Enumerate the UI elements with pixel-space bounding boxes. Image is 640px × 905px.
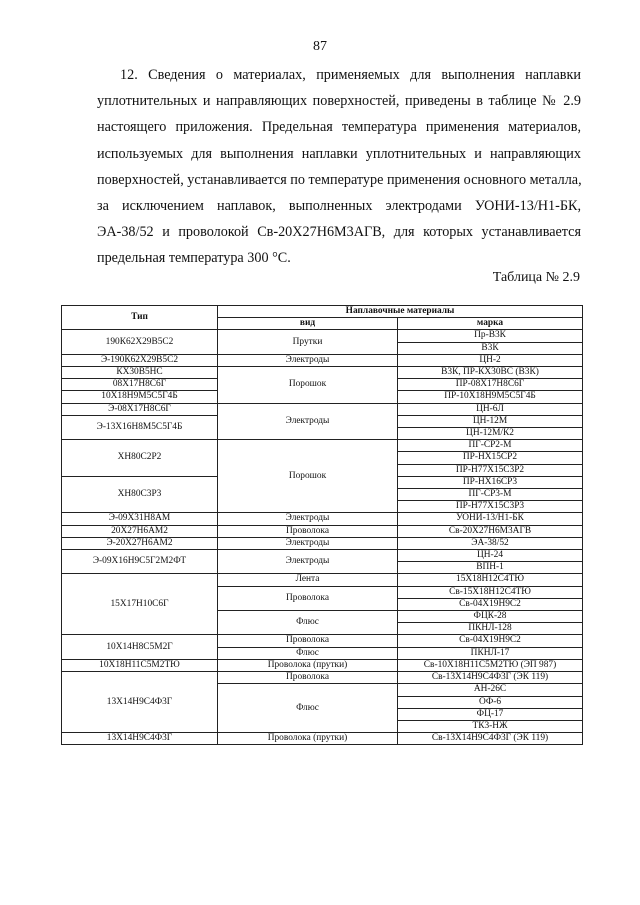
mark-cell: АН-26С — [398, 684, 583, 696]
page-number: 87 — [313, 39, 327, 54]
kind-cell: Флюс — [218, 684, 398, 733]
kind-cell: Лента — [218, 574, 398, 586]
mark-cell: ЦН-12М/К2 — [398, 428, 583, 440]
mark-cell: Св-20Х27Н6М3АГВ — [398, 525, 583, 537]
mark-cell: ТК3-НЖ — [398, 720, 583, 732]
mark-cell: ПГ-СР2-М — [398, 440, 583, 452]
mark-cell: ЦН-6Л — [398, 403, 583, 415]
type-cell: 15Х17Н10С6Г — [62, 574, 218, 635]
kind-cell: Прутки — [218, 330, 398, 354]
mark-cell: ЦН-24 — [398, 550, 583, 562]
kind-cell: Электроды — [218, 537, 398, 549]
mark-cell: ФЦ-17 — [398, 708, 583, 720]
type-cell: ХН80С2Р2 — [62, 440, 218, 477]
kind-cell: Порошок — [218, 440, 398, 513]
paragraph-line: ЭА-38/52 и проволокой Св-20Х27Н6М3АГВ, для которых устанавливается — [97, 224, 581, 241]
materials-table — [61, 305, 583, 745]
type-cell: 10Х14Н8С5М2Г — [62, 635, 218, 659]
kind-cell: Флюс — [218, 611, 398, 635]
type-cell: ХН80С3Р3 — [62, 476, 218, 513]
mark-cell: ЦН-12М — [398, 415, 583, 427]
mark-cell: ПКНЛ-128 — [398, 623, 583, 635]
type-cell: 190К62Х29В5С2 — [62, 330, 218, 354]
table-row — [62, 659, 583, 671]
type-cell: Э-20Х27Н6АМ2 — [62, 537, 218, 549]
table-row — [62, 672, 583, 684]
type-cell: 20Х27Н6АМ2 — [62, 525, 218, 537]
mark-cell: Св-10Х18Н11С5М2ТЮ (ЭП 987) — [398, 659, 583, 671]
paragraph-line: настоящего приложения. Предельная температура применения материалов, — [97, 119, 581, 136]
kind-cell: Проволока — [218, 672, 398, 684]
type-cell: Э-09Х16Н9С5Г2М2ФТ — [62, 550, 218, 574]
type-cell: Э-13Х16Н8М5С5Г4Б — [62, 415, 218, 439]
table-row — [62, 330, 583, 342]
table-row — [62, 513, 583, 525]
mark-cell: ЦН-2 — [398, 354, 583, 366]
mark-cell: Пр-В3К — [398, 330, 583, 342]
table-row — [62, 525, 583, 537]
kind-cell: Электроды — [218, 513, 398, 525]
table-row — [62, 635, 583, 647]
type-cell: Э-09Х31Н8АМ — [62, 513, 218, 525]
header-mark: марка — [398, 318, 583, 330]
kind-cell: Электроды — [218, 403, 398, 440]
mark-cell: Св-04Х19Н9С2 — [398, 598, 583, 610]
type-cell: 13Х14Н9С4Ф3Г — [62, 733, 218, 745]
body-paragraph — [97, 62, 581, 272]
mark-cell: Св-13Х14Н9С4Ф3Г (ЭК 119) — [398, 672, 583, 684]
mark-cell: ВПН-1 — [398, 562, 583, 574]
type-cell: 08Х17Н8С6Г — [62, 379, 218, 391]
mark-cell: В3К — [398, 342, 583, 354]
mark-cell: В3К, ПР-КХ30ВС (В3К) — [398, 367, 583, 379]
kind-cell: Проволока (прутки) — [218, 733, 398, 745]
type-cell: Э-08Х17Н8С6Г — [62, 403, 218, 415]
kind-cell: Проволока — [218, 635, 398, 647]
mark-cell: ПР-Н77Х15С3Р3 — [398, 501, 583, 513]
kind-cell: Проволока — [218, 586, 398, 610]
table-row — [62, 574, 583, 586]
table-row — [62, 733, 583, 745]
table-row — [62, 354, 583, 366]
mark-cell: ПКНЛ-17 — [398, 647, 583, 659]
type-cell: Э-190К62Х29В5С2 — [62, 354, 218, 366]
mark-cell: ПР-Н77Х15С3Р2 — [398, 464, 583, 476]
kind-cell: Порошок — [218, 367, 398, 404]
type-cell: 10Х18Н9М5С5Г4Б — [62, 391, 218, 403]
table-row — [62, 367, 583, 379]
mark-cell: ПР-НХ16СР3 — [398, 476, 583, 488]
kind-cell: Электроды — [218, 550, 398, 574]
mark-cell: Св-13Х14Н9С4Ф3Г (ЭК 119) — [398, 733, 583, 745]
paragraph-line: 12. Сведения о материалах, применяемых для выполнения наплавки — [120, 67, 581, 83]
table-row — [62, 403, 583, 415]
kind-cell: Флюс — [218, 647, 398, 659]
paragraph-line: предельная температура 300 °С. — [97, 250, 291, 267]
type-cell: 13Х14Н9С4Ф3Г — [62, 672, 218, 733]
table-header-row — [62, 306, 583, 318]
header-group: Наплавочные материалы — [218, 306, 583, 318]
mark-cell: ЭА-38/52 — [398, 537, 583, 549]
kind-cell: Проволока (прутки) — [218, 659, 398, 671]
mark-cell: ПР-НХ15СР2 — [398, 452, 583, 464]
mark-cell: ОФ-6 — [398, 696, 583, 708]
table-row — [62, 550, 583, 562]
paragraph-line: уплотнительных и направляющих поверхностей, приведены в таблице № 2.9 — [97, 93, 581, 110]
table-row — [62, 440, 583, 452]
paragraph-line: поверхностей, устанавливается по температуре применения основного металла, — [97, 171, 582, 188]
type-cell: КХ30В5НС — [62, 367, 218, 379]
table-row — [62, 537, 583, 549]
header-type: Тип — [62, 306, 218, 330]
mark-cell: ПР-10Х18Н9М5С5Г4Б — [398, 391, 583, 403]
paragraph-line: используемых для выполнения наплавки уплотнительных и направляющих — [97, 145, 581, 162]
paragraph-line: за исключением наплавок, выполненных электродами УОНИ-13/Н1-БК, — [97, 198, 581, 215]
mark-cell: 15Х18Н12С4ТЮ — [398, 574, 583, 586]
header-kind: вид — [218, 318, 398, 330]
kind-cell: Проволока — [218, 525, 398, 537]
mark-cell: ПР-08Х17Н8С6Г — [398, 379, 583, 391]
mark-cell: ФЦК-28 — [398, 611, 583, 623]
table-caption: Таблица № 2.9 — [492, 270, 580, 285]
type-cell: 10Х18Н11С5М2ТЮ — [62, 659, 218, 671]
kind-cell: Электроды — [218, 354, 398, 366]
mark-cell: Св-15Х18Н12С4ТЮ — [398, 586, 583, 598]
mark-cell: Св-04Х19Н9С2 — [398, 635, 583, 647]
mark-cell: ПГ-СР3-М — [398, 489, 583, 501]
mark-cell: УОНИ-13/Н1-БК — [398, 513, 583, 525]
